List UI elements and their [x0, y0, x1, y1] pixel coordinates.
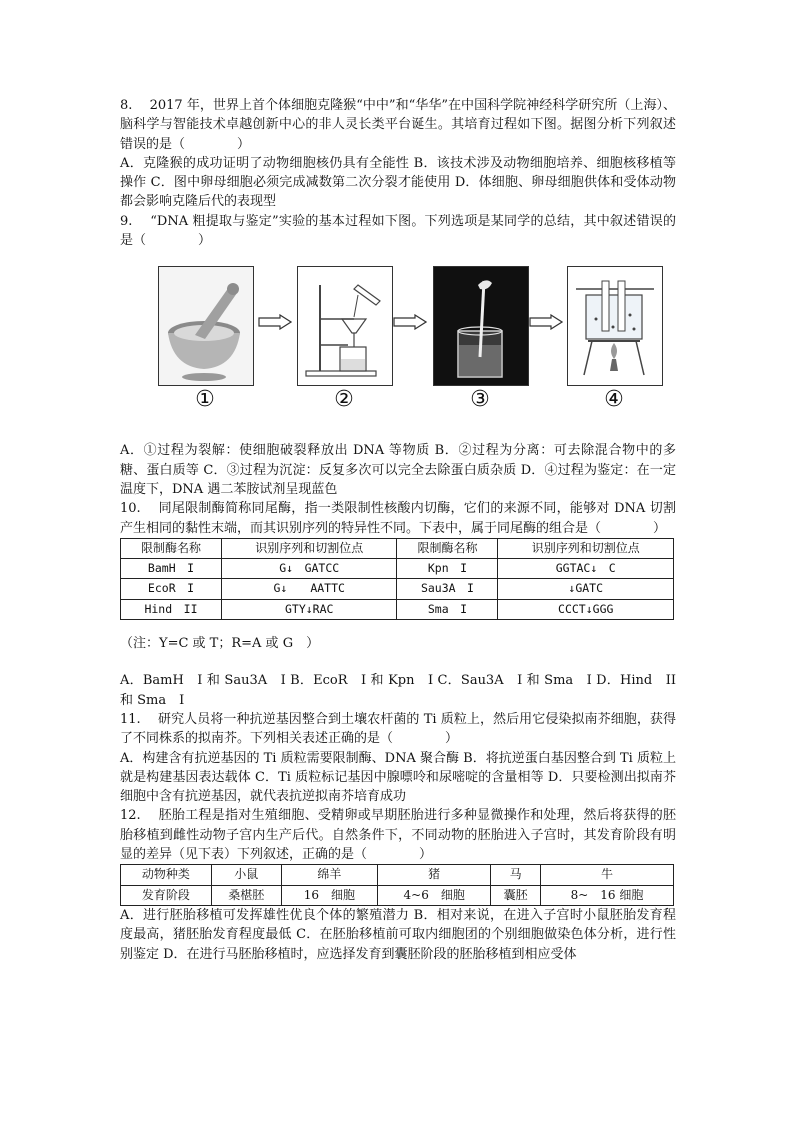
arrow-icon	[393, 314, 427, 330]
table-cell: 8~ 16 细胞	[540, 885, 673, 905]
table-header: 识别序列和切割位点	[221, 538, 397, 558]
arrow-icon	[529, 314, 563, 330]
question-page	[120, 96, 676, 964]
figure-number-3: ③	[470, 387, 490, 413]
table-cell: G↓ AATTC	[221, 579, 397, 599]
q10-enzyme-table	[120, 538, 674, 620]
table-cell: 小鼠	[211, 865, 281, 885]
water-bath-heating-image	[567, 266, 663, 386]
table-header: 识别序列和切割位点	[498, 538, 674, 558]
table-row	[121, 559, 674, 579]
table-header: 限制酶名称	[121, 538, 222, 558]
table-cell: GTY↓RAC	[221, 599, 397, 619]
table-cell: 马	[491, 865, 541, 885]
table-cell: 牛	[540, 865, 673, 885]
figure-number-1: ①	[195, 387, 215, 413]
q12-options: A．进行胚胎移植可发挥雄性优良个体的繁殖潜力 B．相对来说，在进入子宫时小鼠胚胎发育程度最高，猪胚胎发育程度最低 C．在胚胎移植前可取内细胞团的个别细胞做染色体分析，进行性别鉴定 D．在进行马胚胎移植时，应选择发育到囊胚阶段的胚胎移植到相应受体	[120, 907, 676, 962]
table-cell: Sau3A I	[397, 579, 498, 599]
q9-options: A．①过程为裂解：使细胞破裂释放出 DNA 等物质 B．②过程为分离：可去除混合物中的多糖、蛋白质等 C．③过程为沉淀：反复多次可以完全去除蛋白质杂质 D．④过程为鉴定：在一定温度下，DNA 遇二苯胺试剂呈现蓝色	[120, 443, 676, 497]
table-cell: Hind II	[121, 599, 222, 619]
table-header-row	[121, 538, 674, 558]
table-cell: 发育阶段	[121, 885, 212, 905]
q9-stem: 9. “DNA 粗提取与鉴定”实验的基本过程如下图。下列选项是某同学的总结，其中叙述错误的是（ ）	[120, 213, 676, 249]
q11-options: A．构建含有抗逆基因的 Ti 质粒需要限制酶、DNA 聚合酶 B．将抗逆蛋白基因整合到 Ti 质粒上就是构建基因表达载体 C．Ti 质粒标记基因中腺嘌呤和尿嘧啶的含量相等 D．只要检测出拟南芥细胞中含有抗逆基因，就代表抗逆拟南芥培育成功	[120, 750, 676, 805]
table-cell: CCCT↓GGG	[498, 599, 674, 619]
table-cell: Sma I	[397, 599, 498, 619]
table-cell: Kpn I	[397, 559, 498, 579]
q9-figure	[120, 258, 676, 433]
q12-stem: 12. 胚胎工程是指对生殖细胞、受精卵或早期胚胎进行多种显微操作和处理，然后将获得的胚胎移植到雌性动物子宫内生产后代。自然条件下，不同动物的胚胎进入子宫时，其发育阶段有明显的差异（见下表）下列叙述，正确的是（ ）	[120, 808, 676, 863]
table-header: 限制酶名称	[397, 538, 498, 558]
filtration-apparatus-image	[297, 266, 393, 386]
table-cell: 猪	[377, 865, 490, 885]
q8-options: A．克隆猴的成功证明了动物细胞核仍具有全能性 B．该技术涉及动物细胞培养、细胞核移植等操作 C．图中卵母细胞必须完成减数第二次分裂才能使用 D．体细胞、卵母细胞供体和受体动物都会影响克隆后代的表现型	[120, 155, 676, 210]
figure-number-2: ②	[334, 387, 354, 413]
q12-embryo-table	[120, 864, 674, 906]
q11-stem: 11. 研究人员将一种抗逆基因整合到土壤农杆菌的 Ti 质粒上，然后用它侵染拟南芥细胞，获得了不同株系的拟南芥。下列相关表述正确的是（ ）	[120, 711, 676, 747]
table-cell: BamH I	[121, 559, 222, 579]
table-cell: 囊胚	[491, 885, 541, 905]
table-row	[121, 865, 674, 885]
table-cell: GGTAC↓ C	[498, 559, 674, 579]
arrow-icon	[258, 314, 292, 330]
mortar-pestle-image	[158, 266, 254, 386]
table-row	[121, 579, 674, 599]
q10-note: （注：Y=C 或 T；R=A 或 G ）	[120, 636, 320, 652]
q10-stem: 10. 同尾限制酶简称同尾酶，指一类限制性核酸内切酶，它们的来源不同，能够对 DNA 切割产生相同的黏性末端，而其识别序列的特异性不同。下表中，属于同尾酶的组合是（ ）	[120, 501, 676, 536]
table-cell: EcoR I	[121, 579, 222, 599]
q8-stem: 8. 2017 年，世界上首个体细胞克隆猴“中中”和“华华”在中国科学院神经科学研究所（上海）、脑科学与智能技术卓越创新中心的非人灵长类平台诞生。其培育过程如下图。据图分析下列叙述错误的是（ ）	[120, 98, 676, 152]
q10-options: A．BamH I 和 Sau3A I B．EcoR I 和 Kpn I C．Sau3A I 和 Sma I D．Hind II 和 Sma I	[120, 673, 676, 708]
table-row	[121, 599, 674, 619]
table-cell: 绵羊	[281, 865, 377, 885]
table-cell: 桑椹胚	[211, 885, 281, 905]
dna-precipitation-image	[433, 266, 529, 386]
figure-number-4: ④	[604, 387, 624, 413]
table-row	[121, 885, 674, 905]
table-cell: 4~6 细胞	[377, 885, 490, 905]
table-cell: 16 细胞	[281, 885, 377, 905]
table-cell: ↓GATC	[498, 579, 674, 599]
table-cell: 动物种类	[121, 865, 212, 885]
table-cell: G↓ GATCC	[221, 559, 397, 579]
